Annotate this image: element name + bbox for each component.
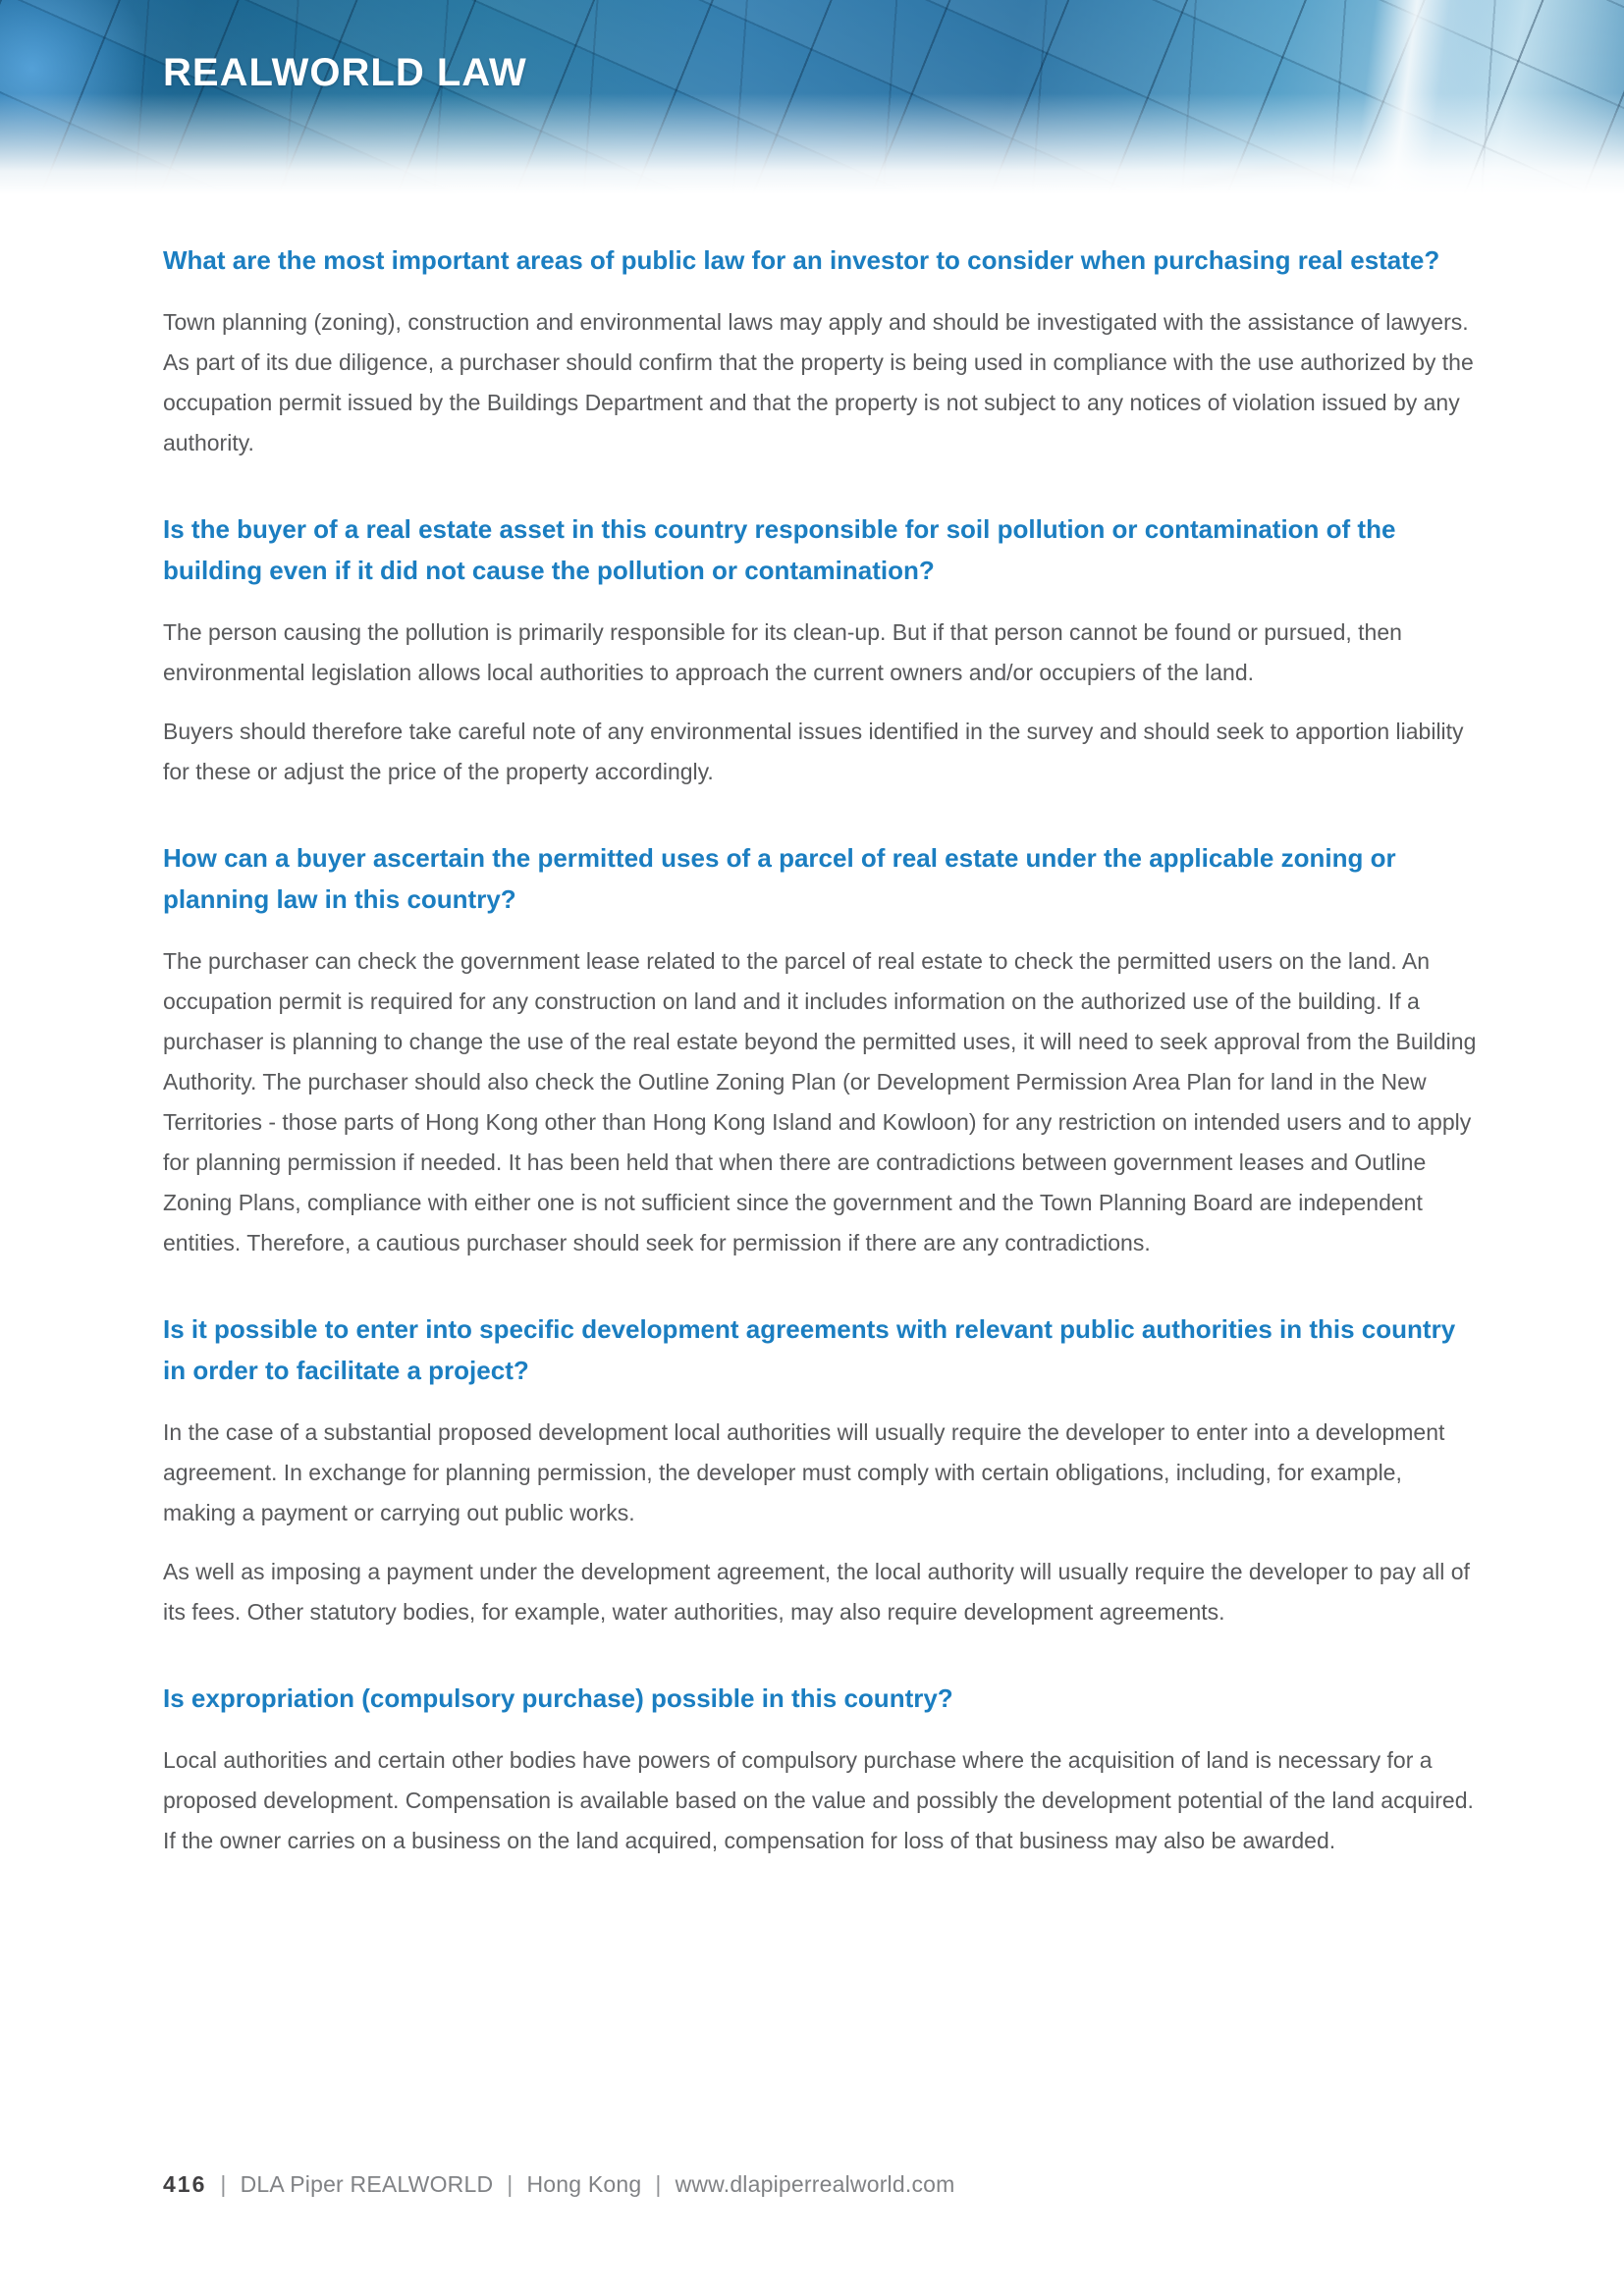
qa-section-public-law: [163, 240, 1477, 463]
page-content: [0, 194, 1624, 1861]
question-heading: Is expropriation (compulsory purchase) possible in this country?: [163, 1683, 953, 1713]
answer-paragraph: The person causing the pollution is primarily responsible for its clean-up. But if that person cannot be found or pursued, then environmental legislation allows local authorities to approach the current owners and/or occupiers of the land.: [163, 619, 1402, 685]
answer-paragraph: Local authorities and certain other bodies have powers of compulsory purchase where the acquisition of land is necessary for a proposed development. Compensation is available based on the value and possibly the development potential of the land acquired. If the owner carries on a business on the land acquired, compensation for loss of that business may also be awarded.: [163, 1747, 1474, 1853]
footer-separator: |: [507, 2171, 514, 2197]
page-number: 416: [163, 2171, 207, 2197]
footer-separator: |: [220, 2171, 227, 2197]
answer-paragraph: Town planning (zoning), construction and environmental laws may apply and should be investigated with the assistance of lawyers. As part of its due diligence, a purchaser should confirm that the property is being used in compliance with the use authorized by the occupation permit issued by the Buildings Department and that the property is not subject to any notices of violation issued by any authority.: [163, 309, 1474, 455]
footer-url: www.dlapiperrealworld.com: [675, 2171, 955, 2197]
footer-location: Hong Kong: [526, 2171, 642, 2197]
answer-paragraph: In the case of a substantial proposed development local authorities will usually require the developer to enter into a development agreement. In exchange for planning permission, the developer must comply with certain obligations, including, for example, making a payment or carrying out public works.: [163, 1419, 1445, 1525]
question-heading: What are the most important areas of public law for an investor to consider when purchasing real estate?: [163, 245, 1440, 275]
qa-section-expropriation: [163, 1678, 1477, 1861]
answer-paragraph: As well as imposing a payment under the development agreement, the local authority will usually require the developer to pay all of its fees. Other statutory bodies, for example, water authorities, may also require development agreements.: [163, 1559, 1470, 1625]
question-heading: Is it possible to enter into specific development agreements with relevant public authorities in this country in order to facilitate a project?: [163, 1314, 1456, 1385]
qa-section-permitted-uses: [163, 837, 1477, 1263]
header-banner-image: [0, 0, 1624, 194]
question-heading: How can a buyer ascertain the permitted uses of a parcel of real estate under the applicable zoning or planning law in this country?: [163, 843, 1396, 914]
page-footer: [163, 2171, 955, 2198]
question-heading: Is the buyer of a real estate asset in this country responsible for soil pollution or contamination of the building even if it did not cause the pollution or contamination?: [163, 514, 1396, 585]
brand-title: REALWORLD LAW: [163, 51, 527, 94]
footer-brand: DLA Piper REALWORLD: [240, 2171, 494, 2197]
qa-section-soil-pollution: [163, 508, 1477, 792]
answer-paragraph: The purchaser can check the government lease related to the parcel of real estate to check the permitted users on the land. An occupation permit is required for any construction on land and it includes information on the authorized use of the building. If a purchaser is planning to change the use of the real estate beyond the permitted uses, it will need to seek approval from the Building Authority. The purchaser should also check the Outline Zoning Plan (or Development Permission Area Plan for land in the New Territories - those parts of Hong Kong other than Hong Kong Island and Kowloon) for any restriction on intended users and to apply for planning permission if needed. It has been held that when there are contradictions between government leases and Outline Zoning Plans, compliance with either one is not sufficient since the government and the Town Planning Board are independent entities. Therefore, a cautious purchaser should seek for permission if there are any contradictions.: [163, 948, 1477, 1255]
footer-separator: |: [655, 2171, 662, 2197]
qa-section-development-agreements: [163, 1308, 1477, 1632]
answer-paragraph: Buyers should therefore take careful note of any environmental issues identified in the survey and should seek to apportion liability for these or adjust the price of the property accordingly.: [163, 719, 1464, 784]
